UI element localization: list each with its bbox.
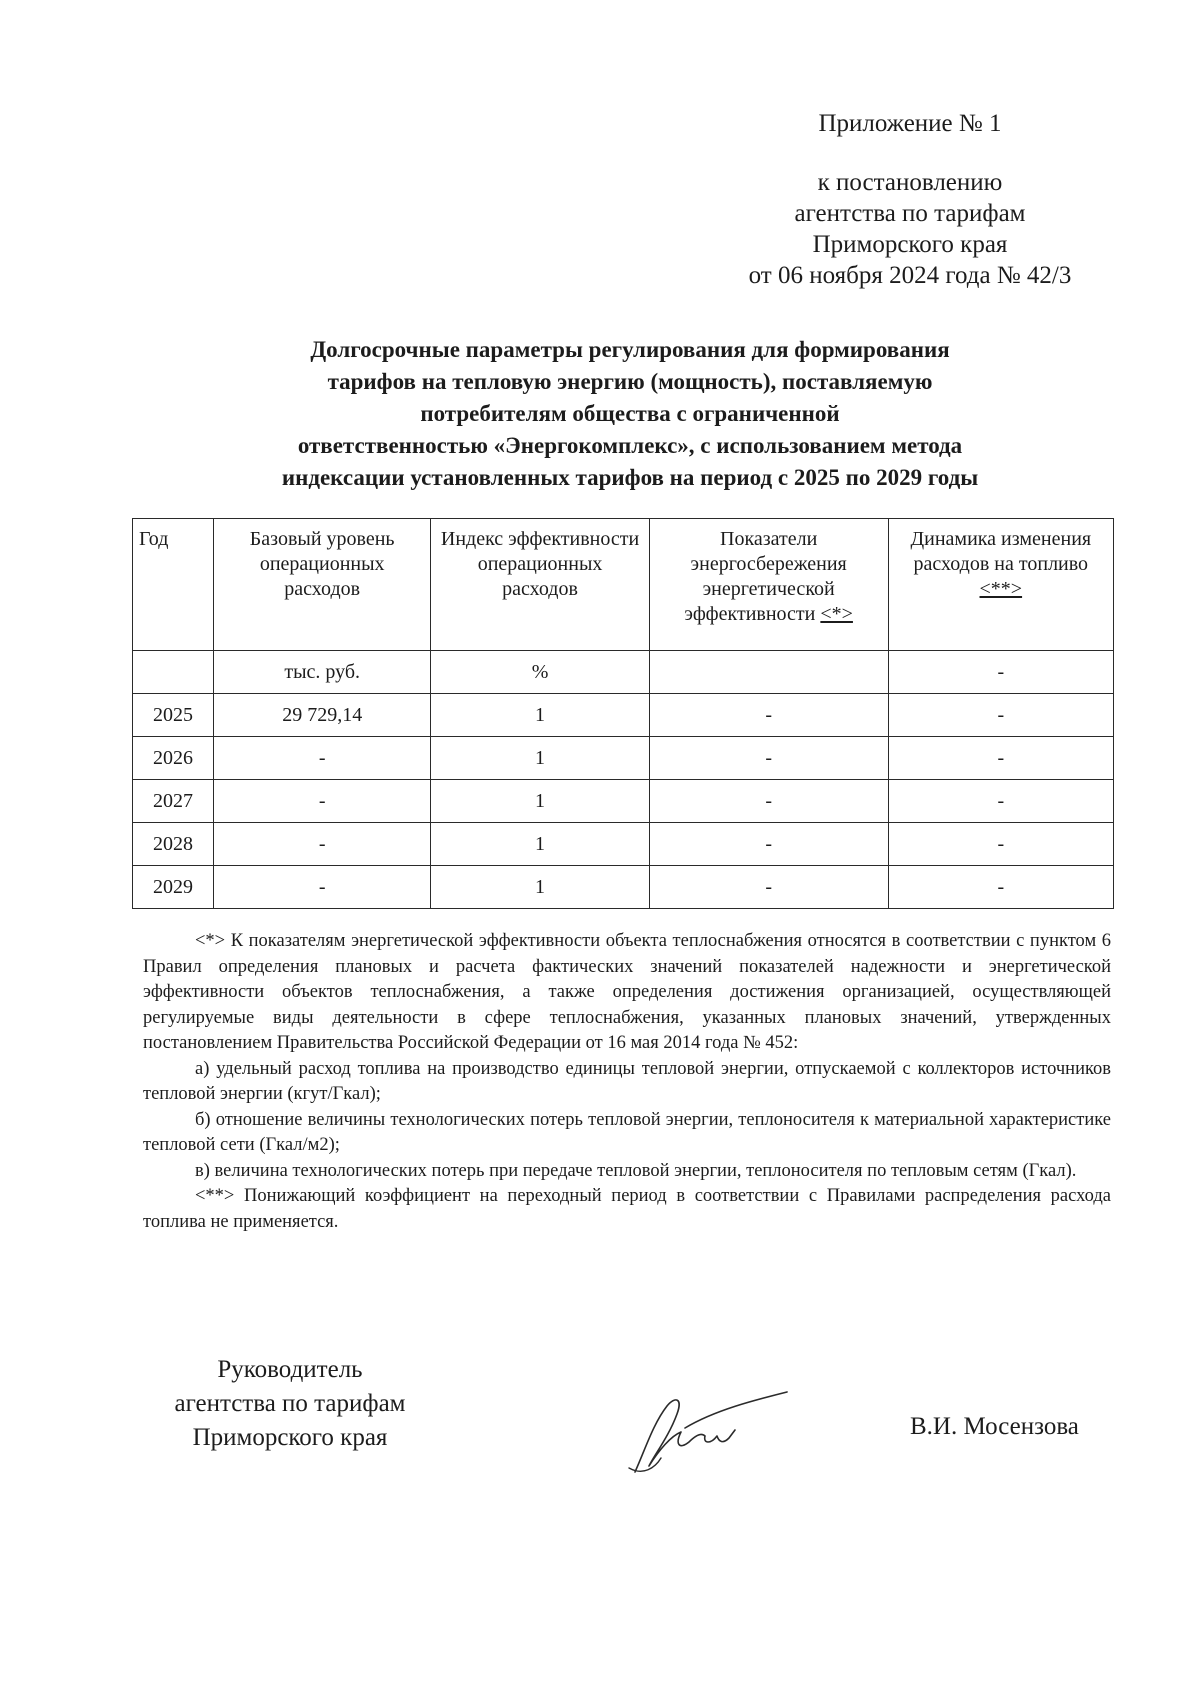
header-base-level: Базовый уровень операционных расходов xyxy=(213,519,430,651)
cell-fuel: - xyxy=(888,737,1113,780)
unit-year xyxy=(133,651,214,694)
cell-index: 1 xyxy=(431,866,649,909)
cell-base: 29 729,14 xyxy=(213,694,430,737)
footnotes xyxy=(143,929,1111,1235)
title-line-5: индексации установленных тарифов на период с 2025 по 2029 годы xyxy=(281,465,979,490)
cell-energy: - xyxy=(649,780,888,823)
appendix-line-4: от 06 ноября 2024 года № 42/3 xyxy=(748,262,1072,289)
parameters-table xyxy=(132,518,1114,909)
cell-energy: - xyxy=(649,694,888,737)
header-energy-indicators xyxy=(649,519,888,651)
appendix-header xyxy=(700,108,1120,291)
table-row xyxy=(133,866,1114,909)
appendix-number: Приложение № 1 xyxy=(818,110,1002,137)
cell-index: 1 xyxy=(431,780,649,823)
title-line-1: Долгосрочные параметры регулирования для формирования xyxy=(310,337,950,362)
unit-fuel: - xyxy=(888,651,1113,694)
cell-index: 1 xyxy=(431,694,649,737)
header-year: Год xyxy=(133,519,214,651)
cell-energy: - xyxy=(649,737,888,780)
table-row xyxy=(133,780,1114,823)
cell-year: 2027 xyxy=(133,780,214,823)
cell-year: 2026 xyxy=(133,737,214,780)
footnote-ref-1: <*> xyxy=(820,603,853,625)
signer-line-2: агентства по тарифам xyxy=(174,1390,406,1417)
table-row xyxy=(133,694,1114,737)
header-fuel-dynamics xyxy=(888,519,1113,651)
cell-fuel: - xyxy=(888,823,1113,866)
footnote-1: <*> К показателям энергетической эффективности объекта теплоснабжения относятся в соответствии с пунктом 6 Правил определения плановых и расчета фактических значений показателей надежности и энергетической эффективности объектов теплоснабжения, а также определения достижения организацией, осуществляющей регулируемые виды деятельности в сфере теплоснабжения, указанных плановых значений, утвержденных постановлением Правительства Российской Федерации от 16 мая 2014 года № 452: xyxy=(143,931,1111,1053)
cell-year: 2025 xyxy=(133,694,214,737)
cell-base: - xyxy=(213,737,430,780)
handwritten-signature xyxy=(615,1380,790,1490)
signer-line-3: Приморского края xyxy=(192,1424,388,1451)
unit-base: тыс. руб. xyxy=(213,651,430,694)
table-units-row xyxy=(133,651,1114,694)
cell-energy: - xyxy=(649,823,888,866)
title-line-3: потребителям общества с ограниченной xyxy=(420,401,840,426)
footnote-2: <**> Понижающий коэффициент на переходный период в соответствии с Правилами распределения расхода топлива не применяется. xyxy=(143,1186,1111,1232)
cell-base: - xyxy=(213,780,430,823)
cell-fuel: - xyxy=(888,866,1113,909)
cell-year: 2029 xyxy=(133,866,214,909)
cell-energy: - xyxy=(649,866,888,909)
footnote-item-v: в) величина технологических потерь при передаче тепловой энергии, теплоносителя по тепловым сетям (Гкал). xyxy=(195,1160,1077,1181)
table-row xyxy=(133,737,1114,780)
footnote-ref-2: <**> xyxy=(979,578,1023,600)
appendix-line-3: Приморского края xyxy=(812,231,1008,258)
signer-position xyxy=(140,1353,440,1455)
cell-base: - xyxy=(213,866,430,909)
unit-index: % xyxy=(431,651,649,694)
cell-fuel: - xyxy=(888,694,1113,737)
cell-base: - xyxy=(213,823,430,866)
header-fuel-text: Динамика изменения расходов на топливо xyxy=(910,528,1092,575)
header-energy-text: Показатели энергосбережения энергетической эффективности xyxy=(684,528,847,625)
cell-fuel: - xyxy=(888,780,1113,823)
header-efficiency-index: Индекс эффективности операционных расходов xyxy=(431,519,649,651)
appendix-line-2: агентства по тарифам xyxy=(794,200,1026,227)
signer-name: В.И. Мосензова xyxy=(910,1413,1079,1440)
unit-energy xyxy=(649,651,888,694)
title-line-2: тарифов на тепловую энергию (мощность), поставляемую xyxy=(327,369,933,394)
appendix-line-1: к постановлению xyxy=(817,169,1003,196)
cell-index: 1 xyxy=(431,823,649,866)
cell-index: 1 xyxy=(431,737,649,780)
cell-year: 2028 xyxy=(133,823,214,866)
footnote-item-a: а) удельный расход топлива на производство единицы тепловой энергии, отпускаемой с коллекторов источников тепловой энергии (кгут/Гкал); xyxy=(143,1058,1111,1104)
footnote-item-b: б) отношение величины технологических потерь тепловой энергии, теплоносителя к материальной характеристике тепловой сети (Гкал/м2); xyxy=(143,1109,1111,1155)
document-title xyxy=(160,334,1100,494)
title-line-4: ответственностью «Энергокомплекс», с использованием метода xyxy=(297,433,963,458)
table-header-row xyxy=(133,519,1114,651)
table-row xyxy=(133,823,1114,866)
signer-line-1: Руководитель xyxy=(217,1356,363,1383)
